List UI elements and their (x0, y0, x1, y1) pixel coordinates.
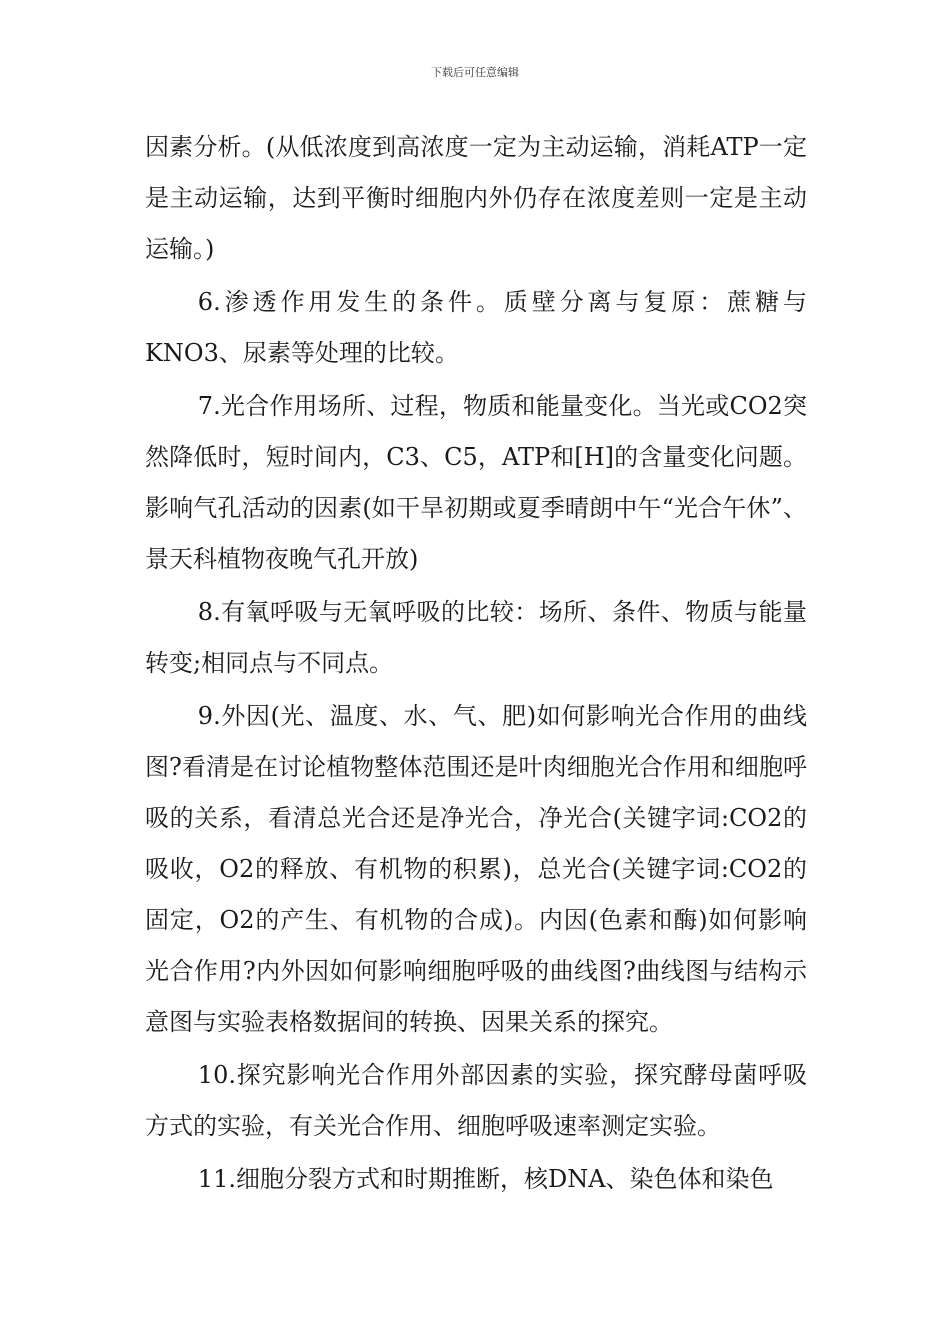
paragraph-item-7: 7.光合作用场所、过程，物质和能量变化。当光或CO2突然降低时，短时间内，C3、C5，ATP和[H]的含量变化问题。影响气孔活动的因素(如干旱初期或夏季晴朗中午“光合午休”、景天科植物夜晚气孔开放) (145, 392, 807, 573)
document-body (145, 122, 807, 1207)
paragraph-item-6: 6.渗透作用发生的条件。质壁分离与复原：蔗糖与KNO3、尿素等处理的比较。 (145, 288, 807, 367)
paragraph-item-11: 11.细胞分裂方式和时期推断，核DNA、染色体和染色 (197, 1165, 774, 1193)
page-header: 下载后可任意编辑 (431, 66, 519, 79)
paragraph-continuation: 因素分析。(从低浓度到高浓度一定为主动运输，消耗ATP一定是主动运输，达到平衡时细胞内外仍存在浓度差则一定是主动运输。) (145, 133, 807, 263)
paragraph-item-10: 10.探究影响光合作用外部因素的实验，探究酵母菌呼吸方式的实验，有关光合作用、细胞呼吸速率测定实验。 (145, 1061, 807, 1140)
paragraph-item-8: 8.有氧呼吸与无氧呼吸的比较：场所、条件、物质与能量转变;相同点与不同点。 (145, 598, 807, 677)
paragraph-item-9: 9.外因(光、温度、水、气、肥)如何影响光合作用的曲线图?看清是在讨论植物整体范围还是叶肉细胞光合作用和细胞呼吸的关系，看清总光合还是净光合，净光合(关键字词:CO2的吸收，O2的释放、有机物的积累)，总光合(关键字词:CO2的固定，O2的产生、有机物的合成)。内因(色素和酶)如何影响光合作用?内外因如何影响细胞呼吸的曲线图?曲线图与结构示意图与实验表格数据间的转换、因果关系的探究。 (145, 702, 807, 1036)
